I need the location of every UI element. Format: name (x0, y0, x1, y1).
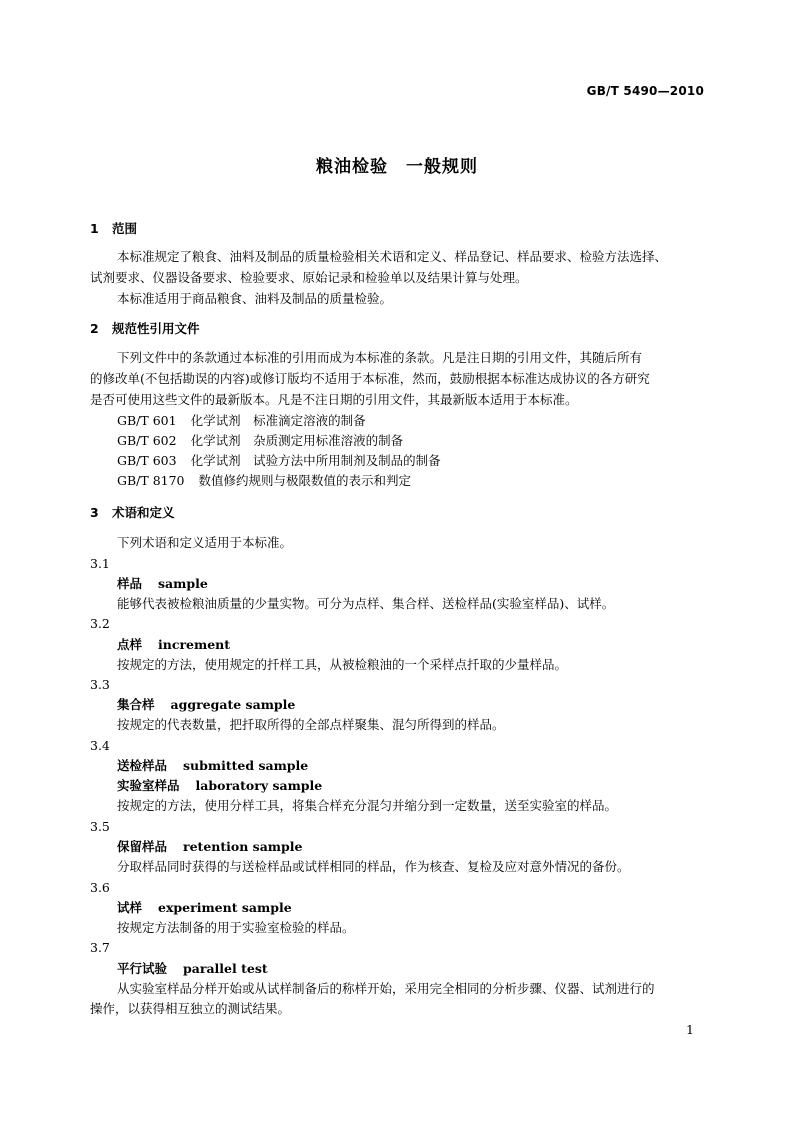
term-definition: 分取样品同时获得的与送检样品或试样相同的样品，作为核查、复检及应对意外情况的备份。 (117, 859, 630, 874)
paragraph-line: 下列文件中的条款通过本标准的引用而成为本标准的条款。凡是注日期的引用文件，其随后所有 (117, 350, 643, 365)
term-number: 3.2 (90, 616, 110, 631)
term-heading (117, 635, 706, 655)
paragraph-line: 本标准适用于商品粮食、油料及制品的质量检验。 (117, 291, 393, 306)
section-heading-scope (90, 219, 706, 239)
term-en: increment (158, 637, 231, 652)
term-definition: 从实验室样品分样开始或从试样制备后的称样开始，采用完全相同的分析步骤、仪器、试剂进行的 (117, 981, 655, 996)
term-definition: 操作，以获得相互独立的测试结果。 (90, 1001, 291, 1016)
term-zh: 实验室样品 (117, 778, 180, 793)
reference-item (117, 431, 706, 451)
term-zh: 送检样品 (117, 758, 168, 773)
reference-item (117, 411, 706, 431)
term-en: laboratory sample (195, 778, 323, 793)
paragraph-line: 的修改单(不包括勘误的内容)或修订版均不适用于本标准，然而，鼓励根据本标准达成协议的各方研究 (90, 371, 650, 386)
page-number: 1 (686, 1022, 694, 1037)
term-en: experiment sample (158, 900, 292, 915)
reference-code: GB/T 601 (117, 413, 177, 428)
term-en: sample (158, 576, 208, 591)
reference-title: 化学试剂 杂质测定用标准溶液的制备 (190, 433, 404, 448)
term-zh: 集合样 (117, 697, 155, 712)
section-title: 术语和定义 (112, 505, 175, 520)
term-heading (117, 695, 706, 715)
term-zh: 样品 (117, 576, 143, 591)
reference-title: 化学试剂 标准滴定溶液的制备 (190, 413, 366, 428)
standard-code: GB/T 5490—2010 (586, 84, 704, 98)
term-en: submitted sample (183, 758, 309, 773)
term-number: 3.5 (90, 819, 110, 834)
term-zh: 平行试验 (117, 961, 168, 976)
paragraph-line: 本标准规定了粮食、油料及制品的质量检验相关术语和定义、样品登记、样品要求、检验方法选择、 (117, 249, 668, 264)
term-en: parallel test (183, 961, 268, 976)
term-en: aggregate sample (170, 697, 296, 712)
term-heading (117, 898, 706, 918)
section-heading-normative-refs (90, 319, 706, 339)
term-definition: 按规定的方法，使用规定的扦样工具，从被检粮油的一个采样点扦取的少量样品。 (117, 657, 568, 672)
term-number: 3.6 (90, 880, 110, 895)
section-heading-terms (90, 503, 706, 523)
section-number: 1 (90, 221, 99, 236)
term-number: 3.7 (90, 940, 110, 955)
reference-item (117, 451, 706, 471)
reference-title: 化学试剂 试验方法中所用制剂及制品的制备 (190, 453, 441, 468)
term-heading (117, 756, 706, 776)
term-zh: 试样 (117, 900, 143, 915)
reference-item (117, 471, 706, 491)
term-number: 3.4 (90, 738, 110, 753)
term-number: 3.1 (90, 556, 110, 571)
term-en: retention sample (183, 839, 303, 854)
term-definition: 按规定的代表数量，把扦取所得的全部点样聚集、混匀所得到的样品。 (117, 717, 505, 732)
term-heading (117, 959, 706, 979)
section-number: 2 (90, 321, 99, 336)
paragraph-line: 是否可使用这些文件的最新版本。凡是不注日期的引用文件，其最新版本适用于本标准。 (90, 392, 578, 407)
term-definition: 能够代表被检粮油质量的少量实物。可分为点样、集合样、送检样品(实验室样品)、试样。 (117, 596, 615, 611)
reference-title: 数值修约规则与极限数值的表示和判定 (198, 473, 412, 488)
page-title: 粮油检验 一般规则 (316, 157, 478, 177)
term-definition: 按规定的方法，使用分样工具，将集合样充分混匀并缩分到一定数量，送至实验室的样品。 (117, 798, 618, 813)
term-heading (117, 837, 706, 857)
term-heading (117, 574, 706, 594)
term-zh: 点样 (117, 637, 143, 652)
section-title: 范围 (112, 221, 138, 236)
reference-code: GB/T 8170 (117, 473, 185, 488)
term-heading-alt (117, 776, 706, 796)
section-number: 3 (90, 505, 99, 520)
reference-code: GB/T 602 (117, 433, 177, 448)
term-zh: 保留样品 (117, 839, 168, 854)
term-definition: 按规定方法制备的用于实验室检验的样品。 (117, 920, 355, 935)
section-title: 规范性引用文件 (112, 321, 200, 336)
reference-code: GB/T 603 (117, 453, 177, 468)
term-number: 3.3 (90, 677, 110, 692)
paragraph-line: 下列术语和定义适用于本标准。 (117, 535, 293, 550)
paragraph-line: 试剂要求、仪器设备要求、检验要求、原始记录和检验单以及结果计算与处理。 (90, 270, 528, 285)
